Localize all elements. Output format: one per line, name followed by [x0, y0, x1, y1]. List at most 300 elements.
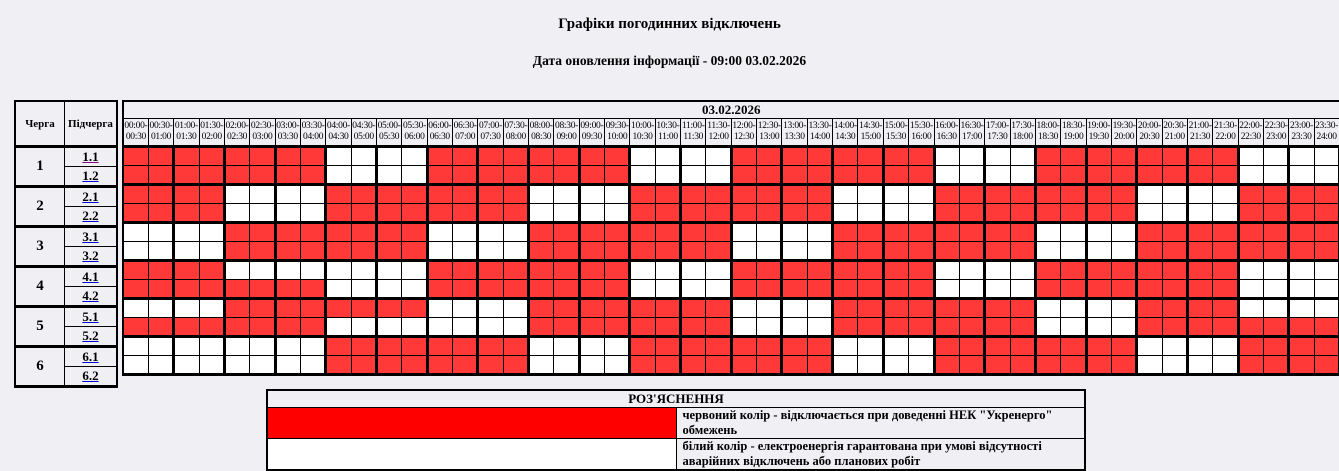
slot-cell [174, 356, 199, 375]
slot-cell [224, 299, 249, 318]
time-slot-header: 04:00- 04:30 [326, 119, 351, 147]
time-slot-header: 14:00- 14:30 [833, 119, 858, 147]
slot-cell [1162, 356, 1187, 375]
slot-cell [858, 242, 883, 261]
slot-cell [1086, 147, 1111, 166]
time-slot-header: 18:30- 19:00 [1061, 119, 1086, 147]
slot-cell [807, 204, 832, 223]
slot-cell [1035, 337, 1060, 356]
time-slot-header: 03:30- 04:00 [300, 119, 325, 147]
slot-cell [1314, 299, 1339, 318]
time-slot-header: 16:00- 16:30 [934, 119, 959, 147]
time-slot-header: 21:30- 22:00 [1213, 119, 1238, 147]
slot-cell [402, 299, 427, 318]
slot-cell [655, 337, 680, 356]
slot-cell [934, 204, 959, 223]
slot-cell [782, 223, 807, 242]
slot-cell [148, 166, 173, 185]
slot-cell [858, 185, 883, 204]
slot-cell [1289, 223, 1314, 242]
slot-cell [985, 223, 1010, 242]
slot-cell [1035, 356, 1060, 375]
slot-cell [529, 166, 554, 185]
slot-cell [1238, 166, 1263, 185]
slot-cell [757, 204, 782, 223]
slot-cell [1263, 204, 1288, 223]
slot-cell [174, 223, 199, 242]
slot-cell [1162, 280, 1187, 299]
slot-cell [909, 185, 934, 204]
slot-cell [630, 261, 655, 280]
slot-cell [1263, 356, 1288, 375]
slot-cell [833, 242, 858, 261]
slot-cell [148, 204, 173, 223]
slot-cell [1263, 242, 1288, 261]
slot-cell [706, 356, 731, 375]
slot-cell [655, 147, 680, 166]
slot-cell [1137, 299, 1162, 318]
slot-cell [148, 223, 173, 242]
slot-cell [503, 337, 528, 356]
slot-cell [833, 147, 858, 166]
slot-cell [1137, 261, 1162, 280]
slot-cell [1263, 318, 1288, 337]
slot-cell [199, 318, 224, 337]
slot-cell [833, 337, 858, 356]
subqueue-link[interactable]: 3.2 [82, 248, 99, 263]
slot-cell [1035, 261, 1060, 280]
slot-cell [554, 185, 579, 204]
slot-cell [148, 280, 173, 299]
time-slot-header: 13:00- 13:30 [782, 119, 807, 147]
subqueue-link[interactable]: 1.1 [82, 149, 99, 164]
slot-cell [275, 356, 300, 375]
slot-cell [731, 166, 756, 185]
slot-cell [478, 147, 503, 166]
slot-cell [402, 185, 427, 204]
subqueue-link[interactable]: 4.1 [82, 269, 99, 284]
slot-cell [402, 318, 427, 337]
slot-cell [554, 299, 579, 318]
slot-cell [326, 261, 351, 280]
slot-cell [630, 223, 655, 242]
slot-cell [1111, 147, 1136, 166]
slot-cell [123, 204, 148, 223]
slot-cell [427, 204, 452, 223]
subqueue-link[interactable]: 6.1 [82, 349, 99, 364]
slot-cell [706, 261, 731, 280]
slot-cell [1035, 166, 1060, 185]
slot-cell [807, 223, 832, 242]
slot-cell [376, 280, 401, 299]
slot-cell [681, 147, 706, 166]
slot-cell [630, 337, 655, 356]
slot-cell [1010, 280, 1035, 299]
slot-cell [326, 280, 351, 299]
slot-cell [757, 242, 782, 261]
slot-cell [1010, 299, 1035, 318]
slot-cell [174, 185, 199, 204]
slot-cell [706, 242, 731, 261]
slot-cell [224, 261, 249, 280]
slot-cell [1263, 147, 1288, 166]
slot-cell [731, 242, 756, 261]
slot-cell [1187, 185, 1212, 204]
slot-cell [579, 280, 604, 299]
subqueue-link[interactable]: 1.2 [82, 168, 99, 183]
time-slot-header: 14:30- 15:00 [858, 119, 883, 147]
slot-cell [376, 185, 401, 204]
slot-cell [1035, 185, 1060, 204]
slot-cell [199, 261, 224, 280]
slot-cell [1213, 280, 1238, 299]
slot-cell [1314, 185, 1339, 204]
slot-cell [934, 337, 959, 356]
slot-cell [478, 299, 503, 318]
slot-cell [579, 318, 604, 337]
slot-cell [630, 147, 655, 166]
slot-cell [554, 242, 579, 261]
slot-cell [300, 166, 325, 185]
slot-cell [605, 223, 630, 242]
slot-cell [275, 337, 300, 356]
slot-cell [605, 204, 630, 223]
slot-cell [883, 318, 908, 337]
slot-cell [934, 280, 959, 299]
slot-cell [605, 356, 630, 375]
slot-cell [807, 242, 832, 261]
slot-cell [503, 299, 528, 318]
queue-label: 1 [15, 147, 65, 187]
slot-cell [326, 299, 351, 318]
slot-cell [529, 356, 554, 375]
subqueue-link[interactable]: 6.2 [82, 368, 99, 383]
slot-cell [123, 261, 148, 280]
schedule [14, 100, 1339, 388]
slot-cell [1263, 280, 1288, 299]
slot-cell [529, 280, 554, 299]
slot-cell [174, 261, 199, 280]
time-slot-header: 06:30- 07:00 [452, 119, 477, 147]
slot-cell [1289, 242, 1314, 261]
slot-cell [503, 242, 528, 261]
slot-cell [1111, 318, 1136, 337]
slot-cell [503, 356, 528, 375]
slot-cell [1061, 261, 1086, 280]
slot-cell [909, 356, 934, 375]
slot-cell [858, 299, 883, 318]
subqueue-link[interactable]: 2.1 [82, 189, 99, 204]
slot-cell [351, 337, 376, 356]
slot-cell [123, 147, 148, 166]
slot-cell [503, 204, 528, 223]
slot-cell [959, 261, 984, 280]
slot-cell [1213, 299, 1238, 318]
slot-cell [376, 337, 401, 356]
slot-cell [275, 166, 300, 185]
slot-cell [199, 280, 224, 299]
slot-cell [174, 280, 199, 299]
slot-cell [503, 147, 528, 166]
slot-cell [199, 242, 224, 261]
slot-cell [224, 147, 249, 166]
slot-cell [681, 318, 706, 337]
time-slot-header: 23:30- 24:00 [1314, 119, 1339, 147]
slot-cell [427, 242, 452, 261]
slot-cell [731, 356, 756, 375]
slot-cell [579, 242, 604, 261]
slot-cell [123, 185, 148, 204]
slot-cell [731, 223, 756, 242]
slot-cell [224, 280, 249, 299]
slot-cell [478, 242, 503, 261]
slot-cell [376, 166, 401, 185]
slot-cell [833, 299, 858, 318]
slot-cell [883, 280, 908, 299]
subqueue-link[interactable]: 3.1 [82, 229, 99, 244]
subqueue-link[interactable]: 5.2 [82, 328, 99, 343]
time-slot-header: 07:00- 07:30 [478, 119, 503, 147]
slot-cell [782, 280, 807, 299]
slot-cell [1111, 261, 1136, 280]
time-slot-header: 05:00- 05:30 [376, 119, 401, 147]
slot-cell [250, 147, 275, 166]
slot-cell [224, 356, 249, 375]
slot-cell [503, 261, 528, 280]
slot-cell [1289, 166, 1314, 185]
slot-cell [478, 185, 503, 204]
slot-cell [174, 242, 199, 261]
slot-cell [199, 166, 224, 185]
slot-cell [883, 223, 908, 242]
slot-cell [148, 299, 173, 318]
slot-cell [782, 261, 807, 280]
slot-cell [503, 318, 528, 337]
slot-cell [1162, 204, 1187, 223]
slot-cell [1314, 356, 1339, 375]
slot-cell [554, 356, 579, 375]
slot-cell [402, 223, 427, 242]
time-slot-header: 00:30- 01:00 [148, 119, 173, 147]
slot-cell [1086, 204, 1111, 223]
slot-cell [326, 185, 351, 204]
slot-cell [300, 185, 325, 204]
time-slot-header: 15:30- 16:00 [909, 119, 934, 147]
time-slot-header: 08:00- 08:30 [529, 119, 554, 147]
slot-cell [1086, 261, 1111, 280]
slot-cell [351, 261, 376, 280]
slot-cell [250, 166, 275, 185]
slot-cell [452, 185, 477, 204]
slot-cell [1314, 223, 1339, 242]
slot-cell [934, 242, 959, 261]
time-slot-header: 19:30- 20:00 [1111, 119, 1136, 147]
slot-cell [351, 299, 376, 318]
slot-cell [782, 147, 807, 166]
slot-cell [1111, 337, 1136, 356]
slot-cell [959, 356, 984, 375]
time-slot-header: 09:00- 09:30 [579, 119, 604, 147]
time-slot-header: 09:30- 10:00 [605, 119, 630, 147]
slot-cell [782, 185, 807, 204]
slot-cell [985, 261, 1010, 280]
slot-cell [554, 223, 579, 242]
slot-cell [782, 166, 807, 185]
slot-cell [275, 147, 300, 166]
slot-cell [1086, 280, 1111, 299]
slot-cell [351, 356, 376, 375]
slot-cell [1137, 147, 1162, 166]
slot-cell [326, 204, 351, 223]
slot-cell [1010, 166, 1035, 185]
slot-cell [402, 147, 427, 166]
slot-cell [224, 318, 249, 337]
slot-cell [605, 261, 630, 280]
slot-cell [579, 337, 604, 356]
time-slot-header: 23:00- 23:30 [1289, 119, 1314, 147]
slot-cell [148, 185, 173, 204]
time-slot-header: 15:00- 15:30 [883, 119, 908, 147]
slot-cell [1137, 223, 1162, 242]
slot-cell [300, 356, 325, 375]
slot-cell [630, 185, 655, 204]
slot-cell [250, 261, 275, 280]
slot-cell [123, 318, 148, 337]
slot-cell [148, 147, 173, 166]
slot-cell [579, 223, 604, 242]
subqueue-link[interactable]: 2.2 [82, 208, 99, 223]
slot-cell [1263, 261, 1288, 280]
slot-cell [782, 318, 807, 337]
slot-cell [275, 318, 300, 337]
slot-cell [833, 185, 858, 204]
slot-cell [959, 147, 984, 166]
slot-cell [1086, 299, 1111, 318]
slot-cell [1111, 299, 1136, 318]
slot-cell [833, 280, 858, 299]
slot-cell [630, 356, 655, 375]
slot-cell [985, 318, 1010, 337]
timetable [122, 100, 1339, 376]
slot-cell [655, 299, 680, 318]
slot-cell [909, 223, 934, 242]
slot-cell [1086, 223, 1111, 242]
slot-cell [427, 337, 452, 356]
slot-cell [757, 356, 782, 375]
slot-cell [529, 147, 554, 166]
slot-cell [681, 185, 706, 204]
slot-cell [402, 261, 427, 280]
slot-cell [1061, 356, 1086, 375]
slot-cell [427, 318, 452, 337]
slot-cell [985, 185, 1010, 204]
slot-cell [224, 337, 249, 356]
slot-cell [427, 299, 452, 318]
slot-cell [909, 261, 934, 280]
slot-cell [731, 299, 756, 318]
slot-cell [529, 318, 554, 337]
slot-cell [807, 147, 832, 166]
slot-cell [1289, 356, 1314, 375]
slot-cell [300, 337, 325, 356]
slot-cell [858, 166, 883, 185]
slot-cell [858, 318, 883, 337]
slot-cell [1263, 185, 1288, 204]
time-slot-header: 11:30- 12:00 [706, 119, 731, 147]
slot-cell [1213, 223, 1238, 242]
slot-cell [934, 299, 959, 318]
slot-cell [706, 337, 731, 356]
slot-cell [1289, 299, 1314, 318]
queue-column-header: Черга [15, 101, 65, 147]
slot-cell [579, 299, 604, 318]
slot-cell [858, 261, 883, 280]
slot-cell [250, 356, 275, 375]
slot-cell [478, 337, 503, 356]
slot-cell [351, 242, 376, 261]
slot-cell [250, 337, 275, 356]
slot-cell [300, 204, 325, 223]
slot-cell [275, 185, 300, 204]
slot-cell [1010, 356, 1035, 375]
slot-cell [275, 261, 300, 280]
time-slot-header: 19:00- 19:30 [1086, 119, 1111, 147]
slot-cell [1086, 242, 1111, 261]
slot-cell [959, 185, 984, 204]
slot-cell [224, 242, 249, 261]
slot-cell [909, 318, 934, 337]
slot-cell [174, 166, 199, 185]
slot-cell [1162, 147, 1187, 166]
slot-cell [1086, 337, 1111, 356]
subqueue-link[interactable]: 4.2 [82, 288, 99, 303]
slot-cell [402, 280, 427, 299]
slot-cell [376, 299, 401, 318]
slot-cell [959, 166, 984, 185]
slot-cell [605, 185, 630, 204]
time-slot-header: 20:00- 20:30 [1137, 119, 1162, 147]
queue-label: 3 [15, 227, 65, 267]
slot-cell [782, 299, 807, 318]
time-slot-header: 11:00- 11:30 [681, 119, 706, 147]
slot-cell [326, 166, 351, 185]
slot-cell [605, 299, 630, 318]
slot-cell [731, 280, 756, 299]
slot-cell [250, 280, 275, 299]
slot-cell [630, 242, 655, 261]
slot-cell [123, 242, 148, 261]
slot-cell [833, 318, 858, 337]
slot-cell [452, 337, 477, 356]
subqueue-link[interactable]: 5.1 [82, 309, 99, 324]
slot-cell [706, 185, 731, 204]
slot-cell [757, 261, 782, 280]
slot-cell [1035, 223, 1060, 242]
slot-cell [1137, 166, 1162, 185]
time-slot-header: 01:30- 02:00 [199, 119, 224, 147]
legend-swatch-red [267, 408, 676, 439]
slot-cell [148, 318, 173, 337]
slot-cell [199, 299, 224, 318]
slot-cell [1213, 356, 1238, 375]
slot-cell [706, 223, 731, 242]
time-slot-header: 02:00- 02:30 [224, 119, 249, 147]
slot-cell [1187, 356, 1212, 375]
slot-cell [427, 147, 452, 166]
slot-cell [529, 261, 554, 280]
slot-cell [757, 337, 782, 356]
slot-cell [250, 318, 275, 337]
